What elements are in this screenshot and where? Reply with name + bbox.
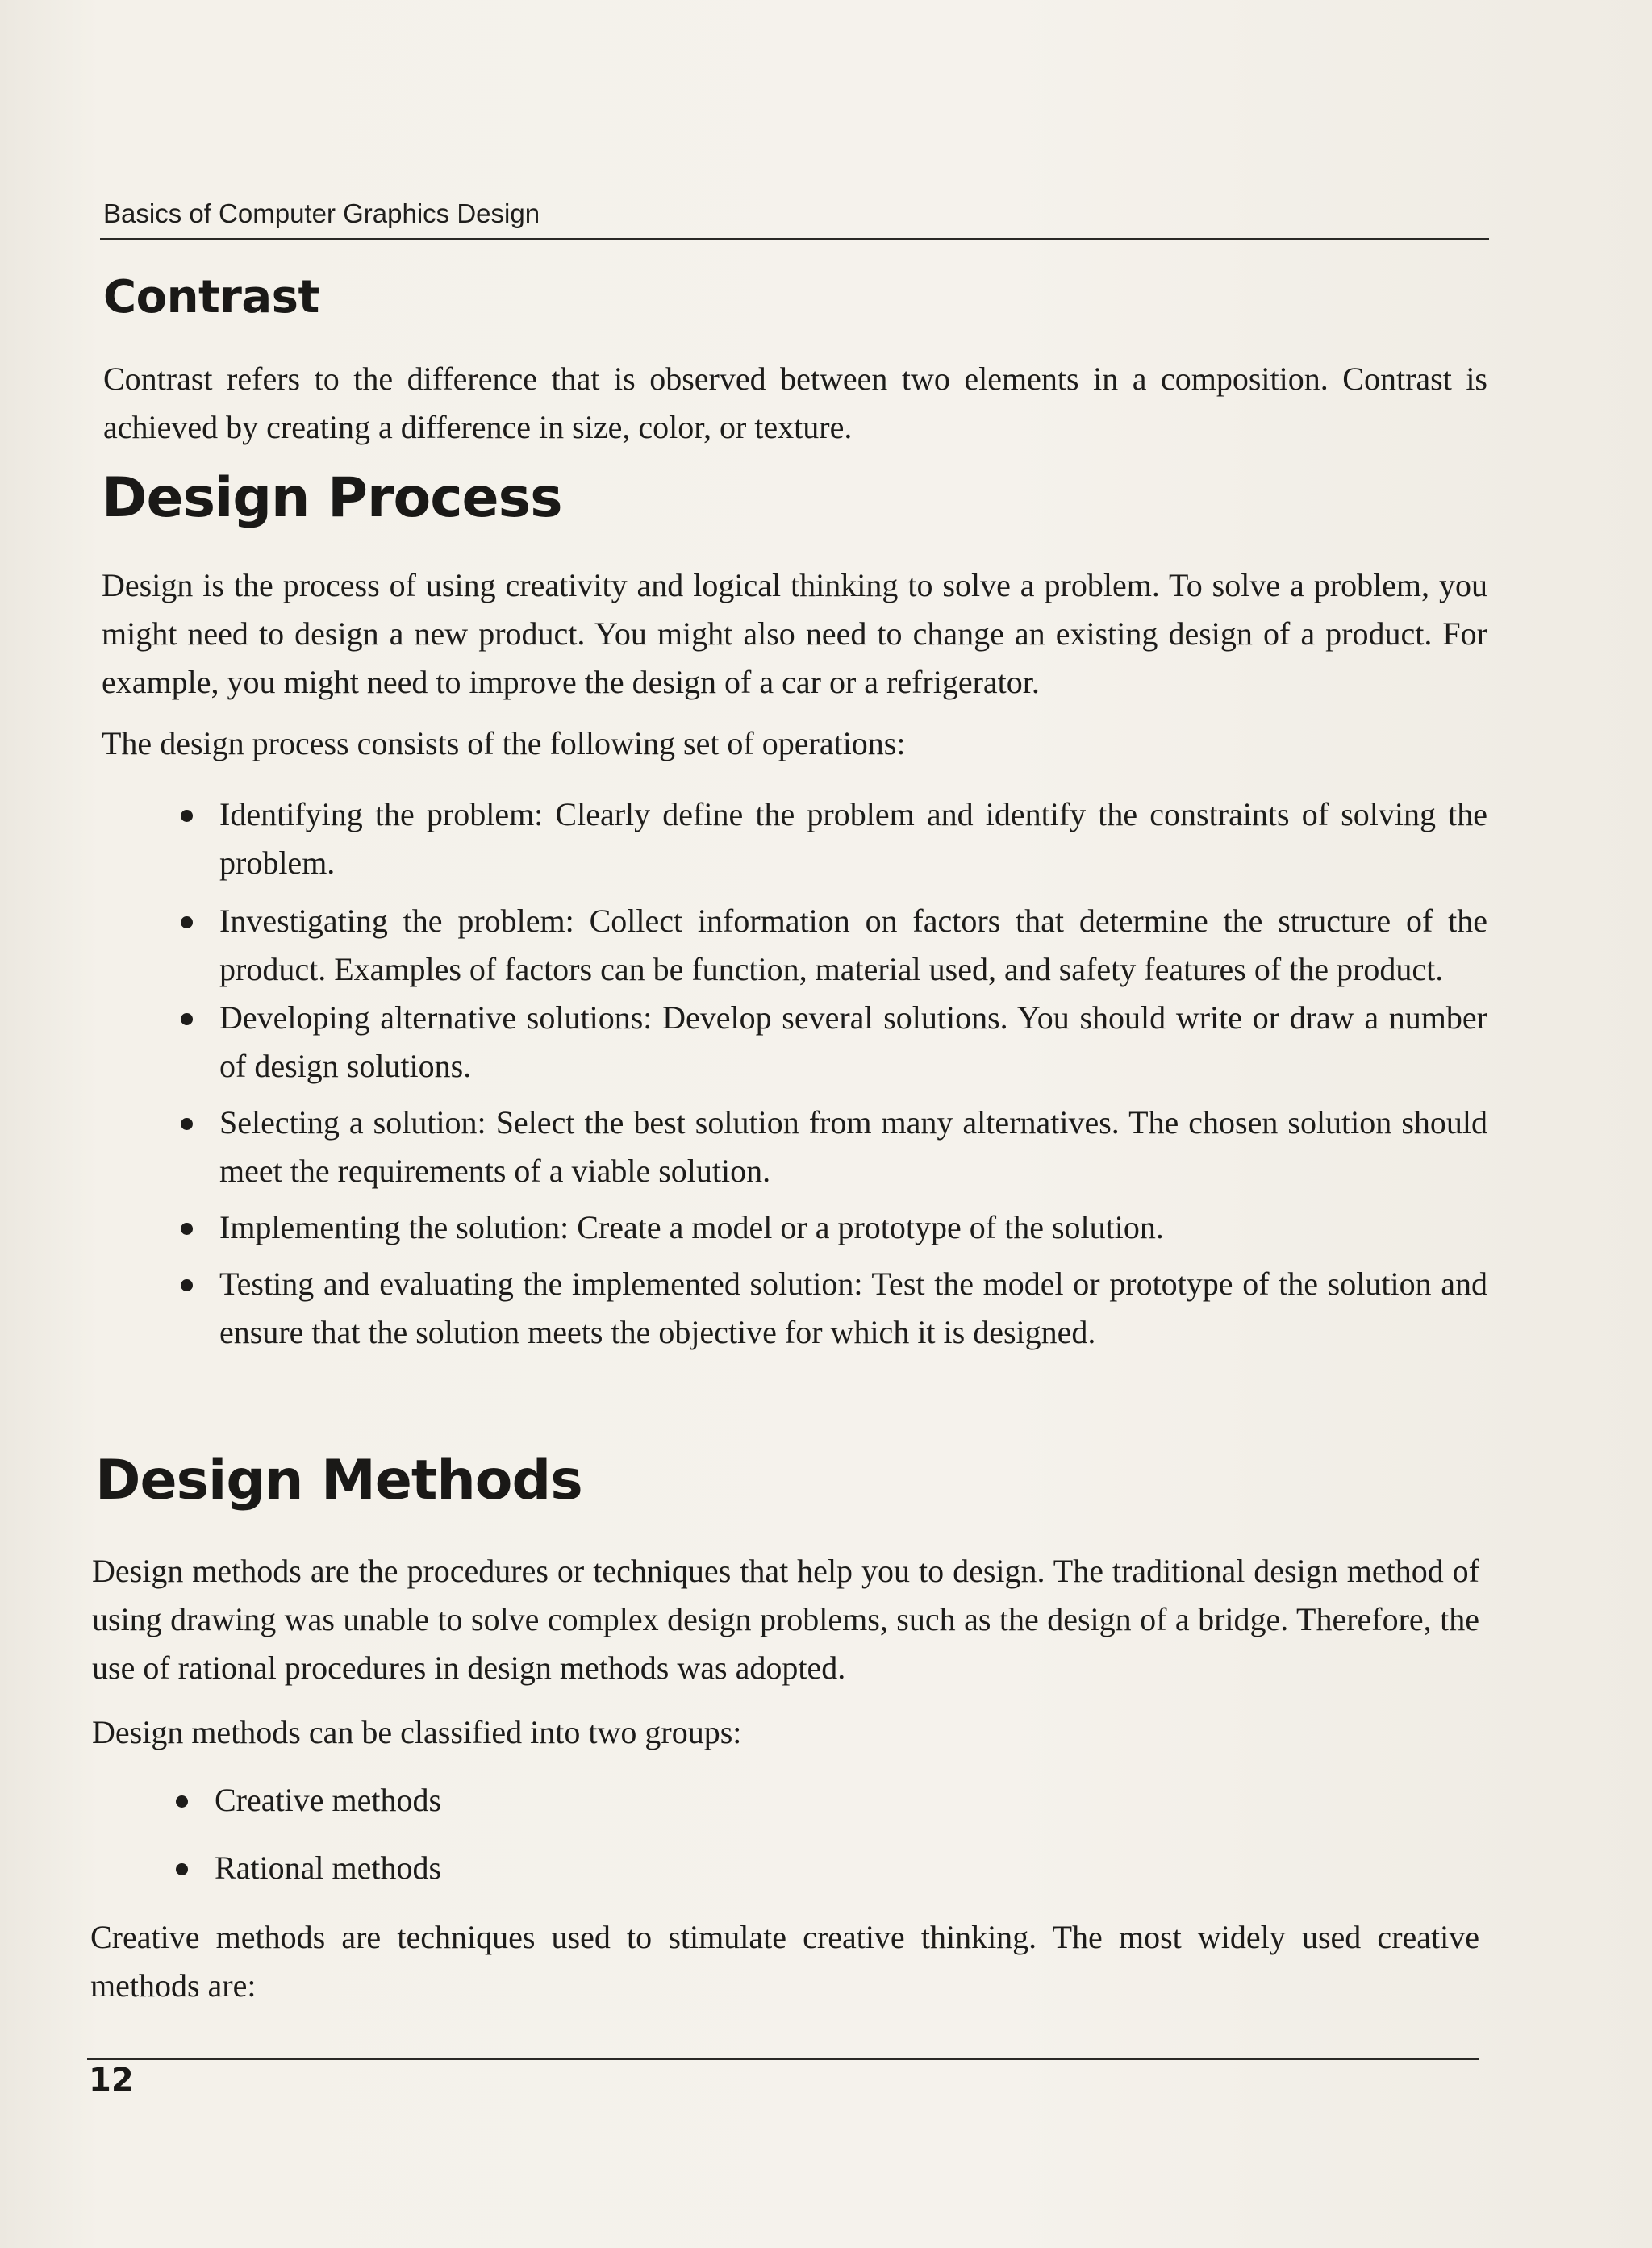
design-methods-paragraph-2: Design methods can be classified into two groups: xyxy=(92,1714,742,1750)
contrast-heading: Contrast xyxy=(103,271,319,323)
running-head: Basics of Computer Graphics Design xyxy=(103,198,540,228)
design-methods-paragraph-1: Design methods are the procedures or techniques that help you to design. The traditional design method of using drawing was unable to solve complex design problems, such as the design of a bridge. Therefore, the use of rational procedures in design methods was adopted. xyxy=(92,1553,1479,1686)
design-process-steps xyxy=(181,790,1487,1357)
header-rule xyxy=(100,238,1489,240)
design-methods-heading: Design Methods xyxy=(95,1449,582,1512)
list-item: Investigating the problem: Collect information on factors that determine the structure of the product. Examples of factors can be function, material used, and safety features of the product. xyxy=(181,897,1487,994)
list-item: Developing alternative solutions: Develop several solutions. You should write or draw a number of design solutions. xyxy=(181,994,1487,1091)
list-item: Identifying the problem: Clearly define the problem and identify the constraints of solving the problem. xyxy=(181,790,1487,887)
contrast-paragraph: Contrast refers to the difference that is observed between two elements in a composition. Contrast is achieved by creating a difference in size, color, or texture. xyxy=(103,361,1487,445)
list-item: Creative methods xyxy=(176,1776,1466,1825)
list-item: Rational methods xyxy=(176,1844,1466,1892)
design-process-paragraph-2: The design process consists of the following set of operations: xyxy=(102,725,906,761)
list-item: Testing and evaluating the implemented solution: Test the model or prototype of the solution and ensure that the solution meets the objective for which it is designed. xyxy=(181,1260,1487,1357)
footer-rule xyxy=(87,2058,1479,2060)
design-method-groups xyxy=(176,1776,1466,1892)
list-item: Implementing the solution: Create a model or a prototype of the solution. xyxy=(181,1203,1487,1252)
page-number: 12 xyxy=(89,2062,134,2099)
list-item: Selecting a solution: Select the best solution from many alternatives. The chosen solution should meet the requirements of a viable solution. xyxy=(181,1099,1487,1195)
design-process-heading: Design Process xyxy=(102,466,562,530)
design-process-paragraph-1: Design is the process of using creativity and logical thinking to solve a problem. To solve a problem, you might need to design a new product. You might also need to change an existing design of a product. For example, you might need to improve the design of a car or a refrigerator. xyxy=(102,567,1487,700)
design-methods-paragraph-3: Creative methods are techniques used to stimulate creative thinking. The most widely used creative methods are: xyxy=(90,1919,1479,2004)
